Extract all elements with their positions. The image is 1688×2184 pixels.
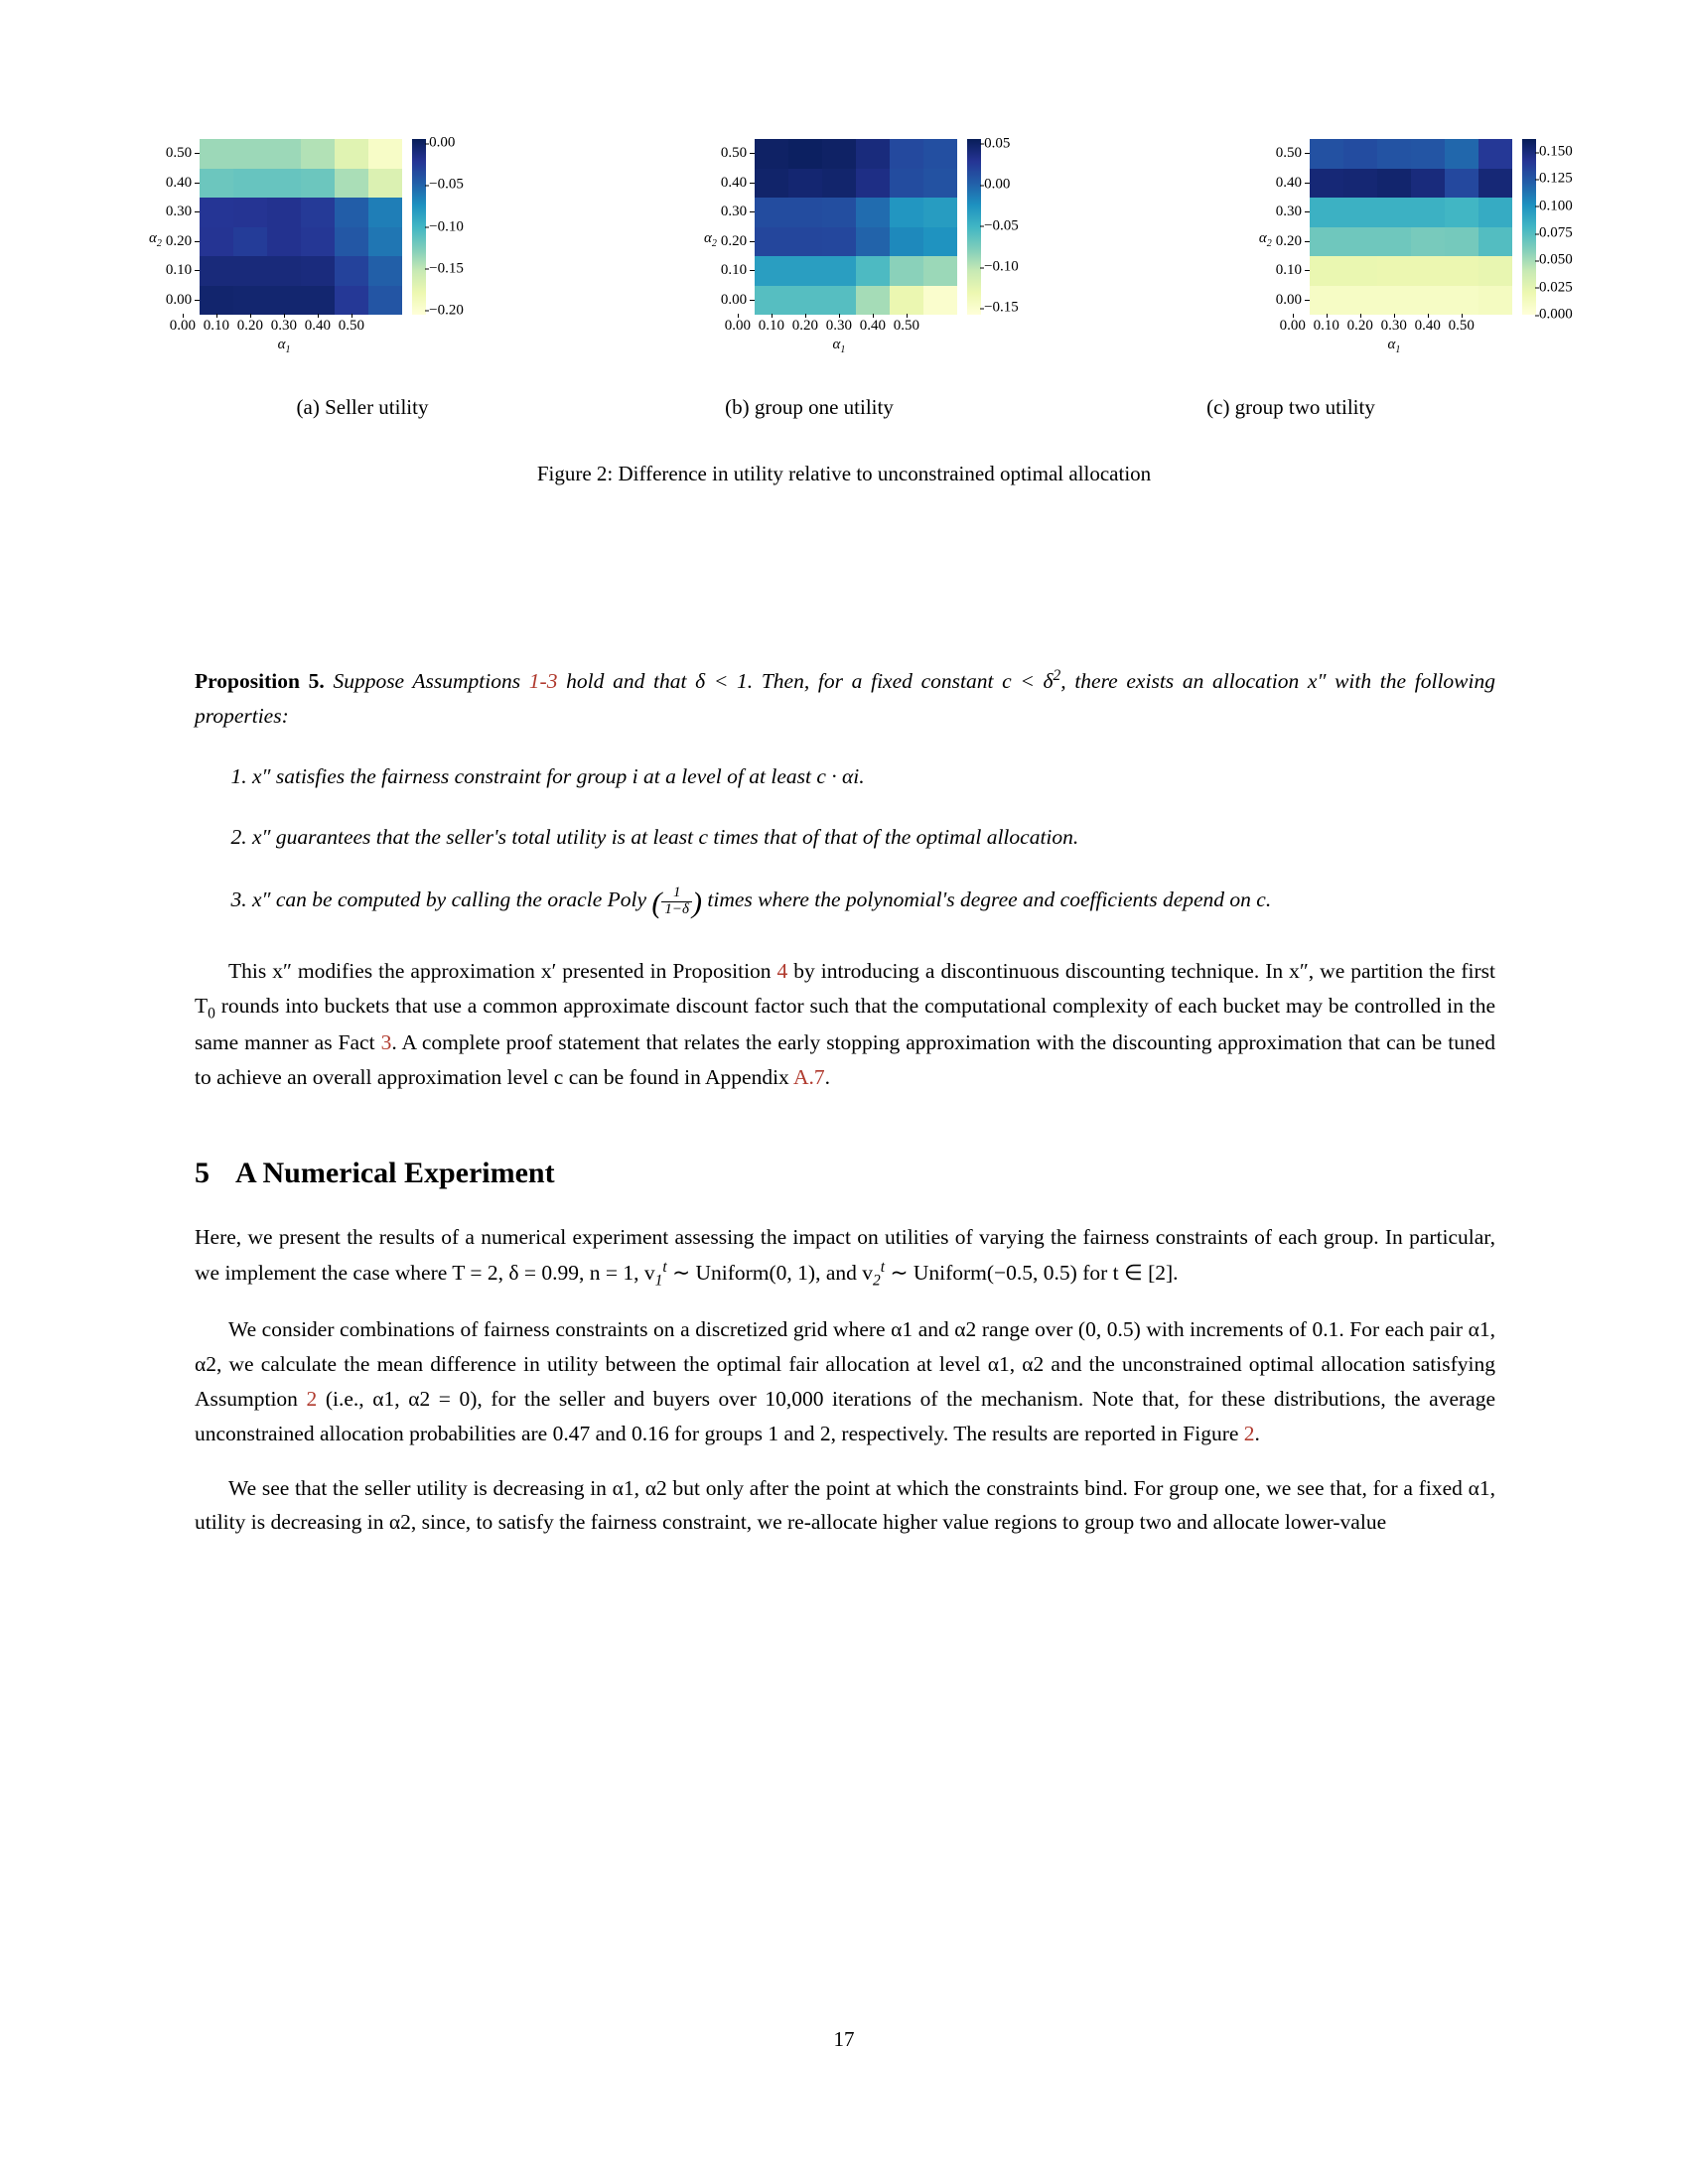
heatmap-cell	[301, 256, 335, 286]
fraction-denominator: 1−δ	[664, 901, 689, 918]
x-tick-label: 0.50	[890, 318, 923, 335]
panel-c-colorbar-gradient	[1522, 139, 1536, 315]
para1-seg1: This x″ modifies the approximation x′ presented in Proposition	[228, 959, 777, 984]
proposition-text-2: hold and that δ < 1. Then, for a fixed constant c < δ	[557, 669, 1054, 694]
para1-seg5: .	[824, 1065, 831, 1090]
para3-seg2: (i.e., α1, α2 = 0), for the seller and buyers over 10,000 iterations of the mechanism. Note that, for these distributions, the average unconstrained allocation probabilities are 0.47 and 0.16 for groups 1 and 2, respectively. The results are reported in Figure	[195, 1386, 1495, 1445]
heatmap-cell	[1377, 169, 1411, 199]
heatmap-cell	[1445, 286, 1478, 316]
heatmap-cell	[1411, 286, 1445, 316]
heatmap-cell	[856, 139, 890, 169]
paragraph-experiment-setup	[195, 1220, 1495, 1293]
x-tick-label: 0.50	[335, 318, 368, 335]
paragraph-grid-description	[195, 1312, 1495, 1450]
heatmap-cell	[1445, 198, 1478, 227]
x-tick-label: 0.20	[1343, 318, 1377, 335]
proposition-properties-list	[195, 759, 1495, 928]
y-tick-label: 0.30	[166, 198, 200, 227]
inline-fraction	[661, 886, 692, 918]
heatmap-cell	[1343, 227, 1377, 257]
heatmap-cell	[755, 169, 788, 199]
panel-group-two-utility	[1258, 139, 1573, 355]
heatmap-cell	[1478, 256, 1512, 286]
y-tick-label: 0.00	[721, 286, 755, 316]
heatmap-cell	[856, 198, 890, 227]
section-title: A Numerical Experiment	[235, 1156, 555, 1189]
heatmap-cell	[923, 256, 957, 286]
assumption-2-reference[interactable]: 2	[306, 1386, 318, 1411]
panel-a-xticks	[166, 318, 402, 335]
heatmap-cell	[788, 256, 822, 286]
subfigure-captions	[149, 395, 1539, 420]
heatmap-cell	[233, 169, 267, 199]
figure-caption: Figure 2: Difference in utility relative to unconstrained optimal allocation	[536, 462, 1152, 485]
heatmap-cell	[1377, 256, 1411, 286]
colorbar-tick-label: 0.00	[984, 176, 1011, 193]
y-tick-label: 0.40	[721, 169, 755, 199]
y-tick-label: 0.30	[721, 198, 755, 227]
heatmap-cell	[267, 227, 301, 257]
colorbar-tick-label: 0.025	[1539, 279, 1573, 296]
heatmap-cell	[923, 139, 957, 169]
heatmap-cell	[890, 139, 923, 169]
heatmap-cell	[301, 169, 335, 199]
colorbar-tick-label: 0.150	[1539, 143, 1573, 160]
section-heading	[195, 1157, 1495, 1190]
x-tick-label: 0.40	[301, 318, 335, 335]
heatmap-cell	[1377, 198, 1411, 227]
heatmap-cell	[267, 198, 301, 227]
heatmap-cell	[1411, 198, 1445, 227]
heatmap-cell	[1343, 286, 1377, 316]
proposition-label: Proposition 5.	[195, 669, 325, 694]
panel-b-heatmap-grid	[755, 139, 957, 315]
heatmap-cell	[755, 256, 788, 286]
heatmap-cell	[856, 227, 890, 257]
heatmap-cell	[923, 286, 957, 316]
heatmap-cell	[923, 198, 957, 227]
colorbar-tick-label: 0.00	[429, 134, 456, 151]
colorbar-tick-label: 0.05	[984, 135, 1011, 152]
right-paren: )	[692, 887, 702, 920]
subcaption-a: (a) Seller utility	[296, 395, 429, 419]
heatmap-cell	[1478, 139, 1512, 169]
heatmap-cell	[368, 139, 402, 169]
heatmap-cell	[200, 198, 233, 227]
heatmap-cell	[200, 256, 233, 286]
heatmap-cell	[788, 227, 822, 257]
v1-symbol: $_1^t$	[654, 1258, 667, 1290]
para1-seg2: by introducing a discontinuous discounting technique. In x″, we partition the first T	[195, 959, 1496, 1018]
para3-seg3: .	[1254, 1421, 1260, 1445]
y-tick-label: 0.50	[721, 139, 755, 169]
colorbar-tick-label: 0.050	[1539, 251, 1573, 268]
figure-2-reference[interactable]: 2	[1243, 1421, 1255, 1445]
property-3-text-b: times where the polynomial's degree and coefficients depend on c.	[707, 887, 1272, 912]
heatmap-cell	[890, 227, 923, 257]
heatmap-cell	[1411, 227, 1445, 257]
heatmap-cell	[301, 227, 335, 257]
heatmap-cell	[822, 169, 856, 199]
proposition-text-1: Suppose Assumptions	[333, 669, 529, 694]
heatmap-cell	[923, 169, 957, 199]
heatmap-cell	[1343, 169, 1377, 199]
panel-c-xlabel: $\alpha_1$	[1387, 337, 1401, 355]
fact-3-reference[interactable]: 3	[380, 1030, 392, 1055]
heatmap-cell	[233, 227, 267, 257]
heatmap-cell	[890, 256, 923, 286]
heatmap-cell	[335, 227, 368, 257]
heatmap-cell	[890, 169, 923, 199]
x-tick-label: 0.40	[856, 318, 890, 335]
panel-c-heatmap-grid	[1310, 139, 1512, 315]
subcaption-c: (c) group two utility	[1206, 395, 1375, 419]
x-tick-label: 0.10	[200, 318, 233, 335]
colorbar-tick-label: −0.05	[984, 217, 1019, 234]
x-tick-label: 0.20	[788, 318, 822, 335]
colorbar-tick-label: −0.20	[429, 302, 464, 319]
proposition-5	[195, 663, 1495, 734]
heatmap-cell	[856, 169, 890, 199]
para2-seg3: ∼ Uniform(−0.5, 0.5) for t ∈ [2].	[885, 1260, 1179, 1285]
heatmap-cell	[856, 256, 890, 286]
para2-seg1: Here, we present the results of a numerical experiment assessing the impact on utilities of varying the fairness constraints of each group. In particular, we implement the case where T = 2, δ = 0.99, n = 1, v	[195, 1224, 1495, 1285]
heatmap-cell	[267, 256, 301, 286]
panel-seller-utility	[149, 134, 464, 355]
heatmap-cell	[1478, 227, 1512, 257]
heatmap-cell	[368, 286, 402, 316]
colorbar-tick-label: 0.100	[1539, 198, 1573, 214]
heatmap-cell	[822, 227, 856, 257]
heatmap-cell	[1310, 286, 1343, 316]
heatmap-cell	[267, 139, 301, 169]
x-tick-label: 0.50	[1445, 318, 1478, 335]
heatmap-cell	[890, 198, 923, 227]
heatmap-cell	[1310, 227, 1343, 257]
x-tick-label: 0.40	[1411, 318, 1445, 335]
y-tick-label: 0.20	[166, 227, 200, 257]
colorbar-tick-label: −0.15	[984, 299, 1019, 316]
heatmap-cell	[335, 256, 368, 286]
colorbar-tick-label: 0.000	[1539, 306, 1573, 323]
colorbar-tick-label: 0.125	[1539, 170, 1573, 187]
heatmap-cell	[233, 286, 267, 316]
y-tick-label: 0.50	[1276, 139, 1310, 169]
para2-seg2: ∼ Uniform(0, 1), and v	[666, 1260, 874, 1285]
panel-b-xticks	[721, 318, 957, 335]
x-tick-label: 0.10	[755, 318, 788, 335]
heatmap-cell	[1411, 169, 1445, 199]
appendix-reference[interactable]: A.7	[793, 1065, 825, 1090]
y-tick-label: 0.00	[1276, 286, 1310, 316]
panel-b-yticks	[721, 139, 755, 315]
y-tick-label: 0.30	[1276, 198, 1310, 227]
panel-group-one-utility	[703, 135, 1019, 355]
panel-a-ylabel: $\alpha_2$	[149, 229, 162, 249]
y-tick-label: 0.20	[1276, 227, 1310, 257]
heatmap-cell	[1411, 139, 1445, 169]
heatmap-cell	[755, 286, 788, 316]
heatmap-cell	[1445, 256, 1478, 286]
proposition-text-3: , there exists an allocation x″ with the following properties:	[195, 669, 1495, 728]
heatmap-cell	[1478, 198, 1512, 227]
property-item-1: 1. x″ satisfies the fairness constraint for group i at a level of at least c · αi.	[252, 759, 1495, 794]
panel-a-colorbar	[412, 134, 464, 319]
heatmap-cell	[856, 286, 890, 316]
y-tick-label: 0.50	[166, 139, 200, 169]
para1-seg4: . A complete proof statement that relates the early stopping approximation with the discounting approximation that can be tuned to achieve an overall approximation level c can be found in Appendix	[195, 1030, 1495, 1090]
para3-seg1: We consider combinations of fairness constraints on a discretized grid where α1 and α2 range over (0, 0.5) with increments of 0.1. For each pair α1, α2, we calculate the mean difference in utility between the optimal fair allocation at level α1, α2 and the unconstrained optimal allocation satisfying Assumption	[195, 1317, 1495, 1411]
heatmap-cell	[1343, 256, 1377, 286]
heatmap-cell	[1377, 286, 1411, 316]
heatmap-cell	[755, 198, 788, 227]
heatmap-cell	[1377, 139, 1411, 169]
heatmap-cell	[267, 286, 301, 316]
heatmap-cell	[1310, 256, 1343, 286]
heatmap-cell	[822, 139, 856, 169]
heatmap-cell	[822, 286, 856, 316]
x-tick-label: 0.30	[1377, 318, 1411, 335]
heatmap-panels	[149, 134, 1573, 355]
heatmap-cell	[822, 256, 856, 286]
assumption-reference[interactable]: 1-3	[528, 669, 558, 694]
document-body	[195, 655, 1495, 1540]
y-tick-label: 0.20	[721, 227, 755, 257]
panel-a-colorbar-gradient	[412, 139, 426, 315]
property-item-3	[252, 880, 1495, 928]
heatmap-cell	[1343, 198, 1377, 227]
heatmap-cell	[335, 198, 368, 227]
panel-b-ylabel: $\alpha_2$	[703, 229, 717, 249]
fraction-numerator: 1	[661, 886, 692, 902]
colorbar-tick-label: −0.10	[984, 258, 1019, 275]
heatmap-cell	[755, 227, 788, 257]
proposition-4-reference[interactable]: 4	[776, 959, 788, 984]
heatmap-cell	[200, 169, 233, 199]
panel-c-ylabel: $\alpha_2$	[1258, 229, 1272, 249]
subcaption-b: (b) group one utility	[725, 395, 894, 419]
x-tick-label: 0.20	[233, 318, 267, 335]
panel-c-yticks	[1276, 139, 1310, 315]
panel-c-colorbar	[1522, 139, 1573, 323]
panel-a-xlabel: $\alpha_1$	[277, 337, 291, 355]
x-tick-label: 0.00	[721, 318, 755, 335]
heatmap-cell	[368, 227, 402, 257]
section-number: 5	[195, 1156, 210, 1189]
heatmap-cell	[233, 198, 267, 227]
heatmap-cell	[788, 169, 822, 199]
heatmap-cell	[1343, 139, 1377, 169]
property-3-text-a: x″ can be computed by calling the oracle Poly	[252, 887, 647, 912]
y-tick-label: 0.00	[166, 286, 200, 316]
heatmap-cell	[1478, 286, 1512, 316]
heatmap-cell	[1478, 169, 1512, 199]
heatmap-cell	[233, 139, 267, 169]
x-tick-label: 0.30	[822, 318, 856, 335]
heatmap-cell	[200, 227, 233, 257]
heatmap-cell	[1445, 169, 1478, 199]
T-subscript: 0	[208, 1005, 215, 1023]
heatmap-cell	[301, 198, 335, 227]
heatmap-cell	[368, 169, 402, 199]
heatmap-cell	[267, 169, 301, 199]
left-paren: (	[651, 887, 662, 920]
panel-a-heatmap-grid	[200, 139, 402, 315]
figure-2	[149, 134, 1573, 486]
page-number: 17	[833, 2027, 855, 2051]
heatmap-cell	[1445, 139, 1478, 169]
heatmap-cell	[301, 286, 335, 316]
heatmap-cell	[301, 139, 335, 169]
heatmap-cell	[335, 286, 368, 316]
colorbar-tick-label: 0.075	[1539, 224, 1573, 241]
heatmap-cell	[890, 286, 923, 316]
heatmap-cell	[233, 256, 267, 286]
delta-exponent: 2	[1053, 667, 1061, 684]
panel-c-xticks	[1276, 318, 1512, 335]
heatmap-cell	[1411, 256, 1445, 286]
y-tick-label: 0.10	[166, 256, 200, 286]
heatmap-cell	[1310, 169, 1343, 199]
panel-b-xlabel: $\alpha_1$	[832, 337, 846, 355]
x-tick-label: 0.30	[267, 318, 301, 335]
paragraph-results-discussion: We see that the seller utility is decreasing in α1, α2 but only after the point at which the constraints bind. For group one, we see that, for a fixed α1, utility is decreasing in α2, since, to satisfy the fairness constraint, we re-allocate higher value regions to group two and allocate lower-value	[195, 1475, 1495, 1535]
colorbar-tick-label: −0.05	[429, 176, 464, 193]
paragraph-discounting	[195, 954, 1495, 1095]
x-tick-label: 0.00	[1276, 318, 1310, 335]
heatmap-cell	[335, 139, 368, 169]
heatmap-cell	[1310, 198, 1343, 227]
y-tick-label: 0.10	[721, 256, 755, 286]
heatmap-cell	[1445, 227, 1478, 257]
colorbar-tick-label: −0.10	[429, 218, 464, 234]
heatmap-cell	[200, 286, 233, 316]
heatmap-cell	[788, 139, 822, 169]
heatmap-cell	[335, 169, 368, 199]
heatmap-cell	[200, 139, 233, 169]
panel-b-colorbar-gradient	[967, 139, 981, 315]
y-tick-label: 0.40	[1276, 169, 1310, 199]
heatmap-cell	[368, 198, 402, 227]
heatmap-cell	[923, 227, 957, 257]
x-tick-label: 0.10	[1310, 318, 1343, 335]
colorbar-tick-label: −0.15	[429, 260, 464, 277]
heatmap-cell	[788, 286, 822, 316]
heatmap-cell	[1377, 227, 1411, 257]
panel-a-yticks	[166, 139, 200, 315]
heatmap-cell	[1310, 139, 1343, 169]
x-tick-label: 0.00	[166, 318, 200, 335]
panel-b-colorbar	[967, 135, 1019, 316]
property-item-2: 2. x″ guarantees that the seller's total utility is at least c times that of that of the optimal allocation.	[252, 820, 1495, 855]
v2-symbol: $_2^t$	[873, 1258, 886, 1290]
heatmap-cell	[788, 198, 822, 227]
heatmap-cell	[822, 198, 856, 227]
y-tick-label: 0.10	[1276, 256, 1310, 286]
para1-seg3: rounds into buckets that use a common approximate discount factor such that the computational complexity of each bucket may be controlled in the same manner as Fact	[195, 993, 1495, 1055]
y-tick-label: 0.40	[166, 169, 200, 199]
heatmap-cell	[368, 256, 402, 286]
heatmap-cell	[755, 139, 788, 169]
